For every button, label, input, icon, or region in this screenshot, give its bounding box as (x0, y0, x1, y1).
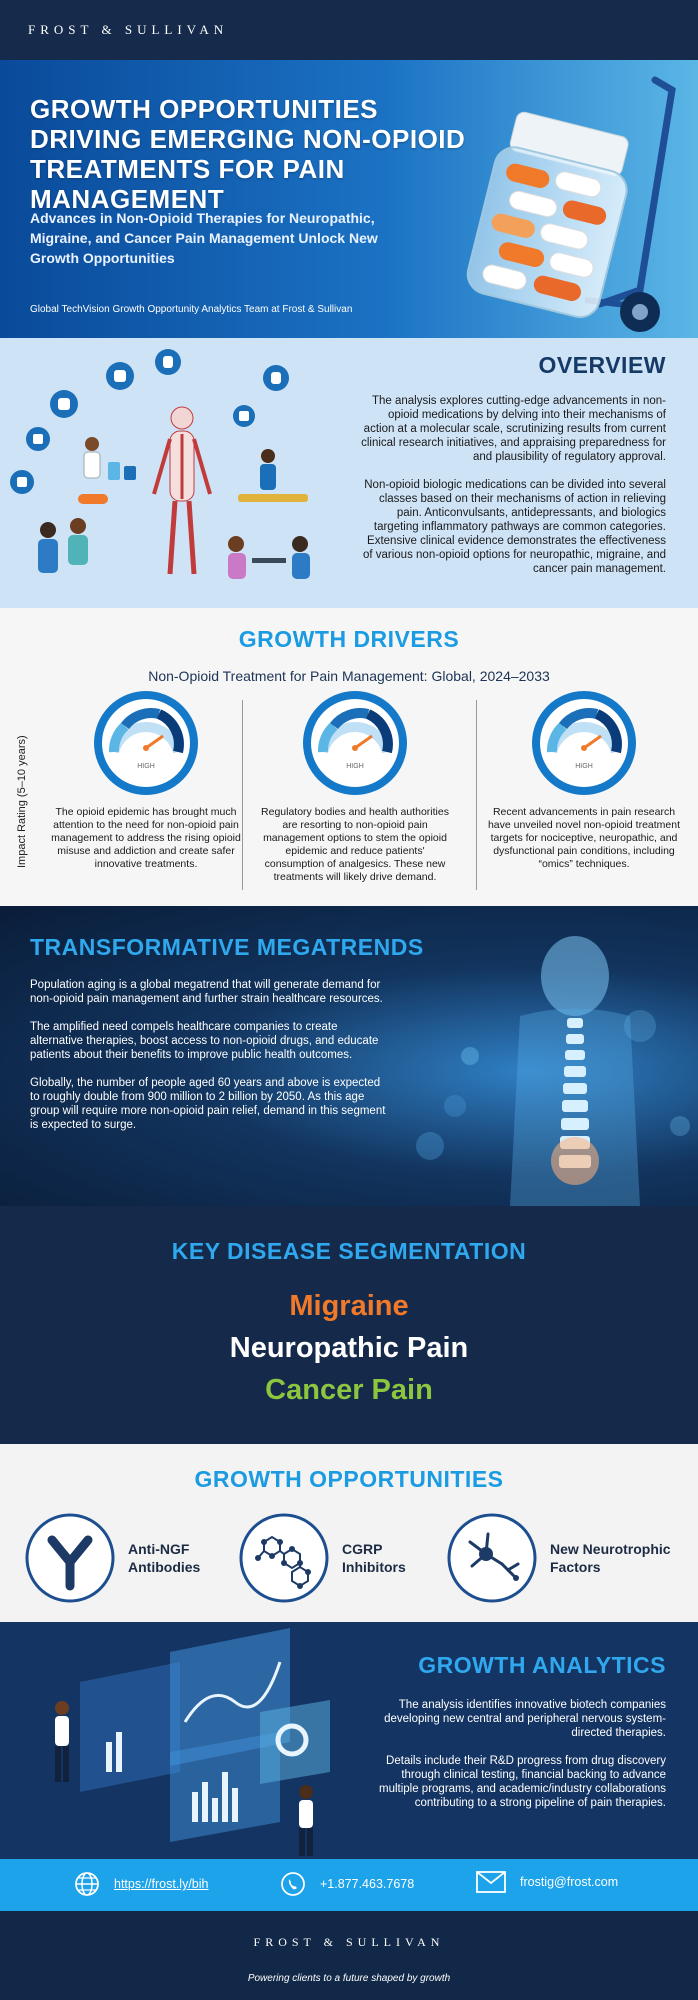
footer (0, 1911, 698, 2000)
gauge-rating: HIGH (137, 763, 155, 770)
contact-phone (280, 1871, 414, 1897)
phone-number[interactable]: +1.877.463.7678 (320, 1877, 415, 1891)
hero-subtitle: Advances in Non-Opioid Therapies for Neuropathic, Migraine, and Cancer Pain Management Unlock New Growth Opportunities (30, 210, 378, 266)
top-bar (0, 0, 698, 60)
spine-figure-icon (510, 936, 640, 1206)
driver-text: Recent advancements in pain research have unveiled novel non-opioid treatment targets for nociceptive, neuropathic, and dysfunctional pain conditions, including “omics” techniques. (487, 806, 681, 870)
opportunity-label-line: New Neurotrophic (550, 1541, 671, 1557)
overview-paragraph: The analysis explores cutting-edge advancements in non-opioid medications by delving into their mechanisms of action at a molecular scale, scrutinizing results from current clinical research initiatives, and appraising preparedness for and plausibility of regulatory approval. (361, 395, 666, 463)
driver-card (484, 688, 684, 871)
driver-text: Regulatory bodies and health authorities are resorting to non-opioid pain management options to stem the opioid epidemic and reduce patients' consumption of analgesics. These new treatments will likely drive demand. (261, 806, 449, 883)
growth-analytics-text (376, 1698, 666, 1824)
gauge-icon (300, 688, 410, 798)
opportunity-label (128, 1540, 200, 1576)
brand-logo: FROST & SULLIVAN (28, 22, 229, 37)
segment-neuropathic-pain: Neuropathic Pain (229, 1332, 469, 1364)
molecule-icon (238, 1512, 330, 1604)
overview-title: OVERVIEW (538, 352, 666, 378)
opportunity-label-line: Antibodies (128, 1559, 201, 1575)
analytics-paragraph: Details include their R&D progress from drug discovery through clinical testing, financial backing to advance multiple programs, and academic/industry collaborations contributing to a strong pipeline of pain therapies. (378, 1755, 666, 1809)
gauge-icon (529, 688, 639, 798)
website-link[interactable]: https://frost.ly/bih (114, 1877, 209, 1891)
footer-tagline: Powering clients to a future shaped by growth (247, 1973, 451, 1984)
growth-drivers-subtitle: Non-Opioid Treatment for Pain Management: Global, 2024–2033 (148, 668, 550, 684)
megatrends-text (30, 978, 390, 1146)
antibody-icon (24, 1512, 116, 1604)
phone-icon (280, 1871, 306, 1897)
opportunity-item (24, 1512, 200, 1604)
medical-illustration (8, 344, 348, 604)
megatrends-paragraph: Population aging is a global megatrend that will generate demand for non-opioid pain management and further strain healthcare resources. (30, 979, 383, 1005)
opportunity-item (446, 1512, 671, 1604)
contact-website (74, 1871, 208, 1897)
overview-paragraph: Non-opioid biologic medications can be divided into several classes based on their mechanisms of action in relieving pain. Anticonvulsants, antidepressants, and biologics targeting inflammatory pathways are common categories. Extensive clinical evidence demonstrates the effectiveness of various non-opioid options for neuropathic, migraine, and cancer pain management. (362, 479, 666, 575)
opportunity-label-line: Factors (550, 1559, 601, 1575)
growth-opportunities-section (0, 1444, 698, 1622)
opportunity-label-line: Inhibitors (342, 1559, 406, 1575)
hero-title: GROWTH OPPORTUNITIES DRIVING EMERGING NON-OPIOID TREATMENTS FOR PAIN MANAGEMENT (30, 94, 466, 214)
analytics-paragraph: The analysis identifies innovative biotech companies developing new central and peripheral nervous system-directed therapies. (384, 1699, 666, 1739)
human-body-icon (154, 407, 210, 574)
segment-cancer-pain: Cancer Pain (265, 1374, 433, 1406)
growth-analytics-section (0, 1622, 698, 1859)
overview-text (356, 394, 666, 590)
driver-card (255, 688, 455, 884)
analytics-illustration (20, 1622, 360, 1859)
opportunity-item (238, 1512, 406, 1604)
hero-credit: Global TechVision Growth Opportunity Analytics Team at Frost & Sullivan (30, 304, 353, 315)
email-address[interactable]: frostig@frost.com (520, 1875, 619, 1889)
megatrends-title: TRANSFORMATIVE MEGATRENDS (30, 934, 424, 960)
opportunity-label (550, 1540, 671, 1576)
opportunity-label-line: Anti-NGF (128, 1541, 190, 1557)
megatrends-paragraph: Globally, the number of people aged 60 years and above is expected to roughly double from 900 million to 2 billion by 2050. As this age group will require more non-opioid pain relief, demand in this segment is expected to surge. (30, 1077, 386, 1131)
contact-bar (0, 1859, 698, 1911)
hero-section (0, 60, 698, 338)
opportunity-label (342, 1540, 406, 1576)
disease-segmentation-section (0, 1206, 698, 1444)
divider (476, 700, 477, 890)
megatrends-section (0, 906, 698, 1206)
growth-drivers-section (0, 608, 698, 906)
segment-migraine: Migraine (289, 1290, 409, 1322)
megatrends-paragraph: The amplified need compels healthcare companies to create alternative therapies, boost access to non-opioid drugs, and educate patients about their benefits to improve public health outcomes. (30, 1021, 379, 1061)
gauge-rating: HIGH (575, 763, 593, 770)
growth-opportunities-title: GROWTH OPPORTUNITIES (194, 1466, 504, 1492)
pill-bottle-icon (464, 108, 640, 321)
mail-icon (476, 1871, 506, 1893)
driver-card (46, 688, 246, 871)
growth-drivers-title: GROWTH DRIVERS (238, 626, 460, 652)
growth-analytics-title: GROWTH ANALYTICS (418, 1652, 666, 1678)
joint-badges (10, 349, 289, 494)
disease-segmentation-title: KEY DISEASE SEGMENTATION (171, 1238, 527, 1264)
person-figure-icon (55, 1701, 69, 1782)
gauge-icon (91, 688, 201, 798)
contact-email (476, 1871, 618, 1893)
neuron-icon (446, 1512, 538, 1604)
person-figure-icon (299, 1785, 313, 1856)
opportunity-label-line: CGRP (342, 1541, 383, 1557)
footer-brand-logo: FROST & SULLIVAN (253, 1935, 445, 1949)
impact-rating-axis-label: Impact Rating (5–10 years) (16, 735, 28, 868)
overview-section (0, 338, 698, 608)
gauge-rating: HIGH (346, 763, 364, 770)
globe-icon (74, 1871, 100, 1897)
driver-text: The opioid epidemic has brought much attention to the need for non-opioid pain management to address the rising opioid misuse and addiction and create safer innovative treatments. (51, 806, 241, 870)
